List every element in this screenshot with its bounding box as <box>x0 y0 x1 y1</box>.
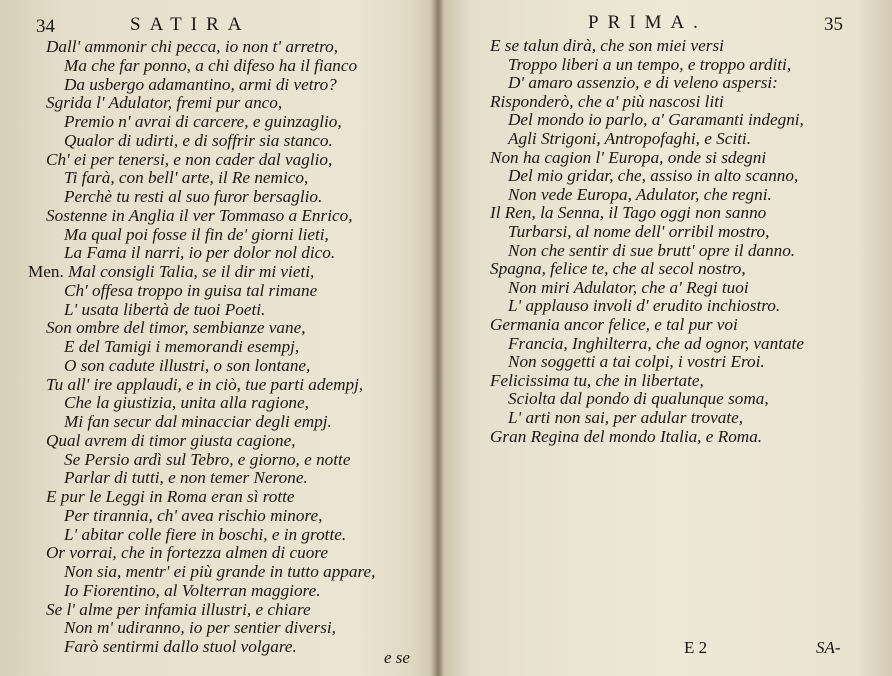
verse-line <box>508 352 765 372</box>
verse-text: Dall' ammonir chi pecca, io non t' arretro, <box>46 37 339 56</box>
verse-line <box>64 112 342 132</box>
left-page <box>0 0 436 676</box>
verse-text: Che la giustizia, unita alla ragione, <box>64 393 309 413</box>
verse-line <box>64 581 321 601</box>
catchword: SA- <box>816 638 841 657</box>
verse-text: Mi fan secur dal minacciar degli empj. <box>64 412 332 431</box>
verse-line <box>490 203 766 223</box>
verse-text: Qual avrem di timor giusta cagione, <box>46 430 296 450</box>
verse-line <box>64 506 322 526</box>
verse-line <box>508 334 804 354</box>
verse-text: Risponderò, che a' più nascosi liti <box>490 91 724 111</box>
speaker-label: Men. <box>28 262 69 281</box>
verse-text: Ch' ei per tenersi, e non cader dal vaglio, <box>46 149 333 169</box>
verse-line <box>490 36 724 56</box>
verse-line <box>490 92 724 112</box>
verse-line <box>508 241 795 261</box>
verse-text: L' abitar colle fiere in boschi, e in grotte. <box>64 524 347 544</box>
verse-text: Non soggetti a tai colpi, i vostri Eroi. <box>508 352 765 372</box>
verse-line <box>64 225 329 245</box>
verse-text: Se Persio ardì sul Tebro, e giorno, e notte <box>64 449 351 469</box>
right-page <box>440 0 892 676</box>
verse-line <box>490 148 766 168</box>
verse-line <box>508 55 791 75</box>
verse-line <box>64 562 375 582</box>
verse-line <box>64 56 357 76</box>
verse-line <box>46 37 338 57</box>
verse-text: Gran Regina del mondo Italia, e Roma. <box>490 426 763 446</box>
verse-line <box>508 278 749 298</box>
running-head: SATIRA <box>130 14 251 35</box>
verse-line <box>64 412 332 432</box>
verse-line <box>508 222 769 242</box>
verse-text: Felicissima tu, che in libertate, <box>490 370 704 390</box>
verse-text: Spagna, felice te, che al secol nostro, <box>490 259 746 279</box>
verse-text: Io Fiorentino, al Volterran maggiore. <box>64 580 321 600</box>
verse-line <box>490 427 762 447</box>
verse-line <box>64 131 333 151</box>
verse-line <box>46 206 353 226</box>
verse-text: Parlar di tutti, e non temer Nerone. <box>64 468 308 488</box>
verse-line <box>64 468 308 488</box>
verse-line <box>508 296 780 316</box>
verse-text: E del Tamigi i memorandi esempj, <box>64 337 300 356</box>
verse-line <box>64 337 299 357</box>
verse-line <box>64 637 297 657</box>
verse-line <box>64 393 309 413</box>
verse-text: Premio n' avrai di carcere, e guinzaglio, <box>64 112 342 131</box>
verse-line <box>46 318 306 338</box>
verse-text: Ch' offesa troppo in guisa tal rimane <box>64 280 318 300</box>
verse-text: Il Ren, la Senna, il Tago oggi non sanno <box>490 203 767 223</box>
verse-text: Non m' udiranno, io per sentier diversi, <box>64 618 336 638</box>
verse-text: Farò sentirmi dallo stuol volgare. <box>64 637 297 656</box>
verse-text: Sciolta dal pondo di qualunque soma, <box>508 389 769 409</box>
verse-text: Perchè tu resti al suo furor bersaglio. <box>64 187 323 206</box>
verse-line <box>46 600 311 620</box>
verse-text: Per tirannia, ch' avea rischio minore, <box>64 505 323 525</box>
verse-line <box>64 525 346 545</box>
verse-line <box>46 543 328 563</box>
verse-line <box>490 371 704 391</box>
verse-text: O son cadute illustri, o son lontane, <box>64 355 311 375</box>
verse-text: Ma qual poi fosse il fin de' giorni lieti, <box>64 224 329 244</box>
verse-line <box>28 262 314 282</box>
verse-text: D' amaro assenzio, e di veleno aspersi: <box>508 73 778 93</box>
page-number: 35 <box>824 14 843 35</box>
verse-text: La Fama il narri, io per dolor nol dico. <box>64 243 336 263</box>
verse-text: Francia, Inghilterra, che ad ognor, vantate <box>508 333 804 353</box>
verse-line <box>508 408 743 428</box>
verse-text: Germania ancor felice, e tal pur voi <box>490 315 738 334</box>
verse-text: Or vorrai, che in fortezza almen di cuore <box>46 543 328 563</box>
verse-text: Sostenne in Anglia il ver Tommaso a Enrico, <box>46 205 353 225</box>
verse-line <box>46 93 282 113</box>
running-head: PRIMA. <box>588 12 707 33</box>
verse-line <box>64 187 322 207</box>
verse-text: Non che sentir di sue brutt' opre il danno. <box>508 240 796 260</box>
verse-text: Del mio gridar, che, assiso in alto scanno, <box>508 166 799 186</box>
verse-line <box>46 375 363 395</box>
verse-line <box>64 243 335 263</box>
verse-line <box>64 356 310 376</box>
verse-line <box>508 110 804 130</box>
verse-line <box>64 75 337 95</box>
verse-text: Non miri Adulator, che a' Regi tuoi <box>508 277 749 297</box>
verse-text: Troppo liberi a un tempo, e troppo arditi, <box>508 54 792 74</box>
verse-text: L' usata libertà de tuoi Poeti. <box>64 299 266 319</box>
verse-line <box>64 618 336 638</box>
verse-text: Son ombre del timor, sembianze vane, <box>46 318 306 338</box>
verse-text: Mal consigli Talia, se il dir mi vieti, <box>68 262 315 281</box>
signature-mark: E 2 <box>684 638 708 657</box>
verse-line <box>508 73 778 93</box>
verse-text: Non ha cagion l' Europa, onde si sdegni <box>490 147 767 167</box>
verse-line <box>490 259 746 279</box>
verse-text: Se l' alme per infamia illustri, e chiare <box>46 599 311 619</box>
verse-line <box>508 185 772 205</box>
verse-text: E pur le Leggi in Roma eran sì rotte <box>46 487 295 506</box>
verse-text: L' applauso involi d' erudito inchiostro. <box>508 296 781 316</box>
verse-text: L' arti non sai, per adular trovate, <box>508 408 744 427</box>
verse-line <box>508 129 751 149</box>
verse-text: Del mondo io parlo, a' Garamanti indegni, <box>508 110 804 130</box>
verse-text: Sgrida l' Adulator, fremi pur anco, <box>46 93 283 113</box>
verse-line <box>490 315 738 335</box>
verse-line <box>46 431 296 451</box>
catchword: e se <box>384 648 410 667</box>
verse-line <box>508 166 798 186</box>
verse-text: Non sia, mentr' ei più grande in tutto appare, <box>64 562 376 581</box>
verse-line <box>64 281 317 301</box>
verse-text: Qualor di udirti, e di soffrir sia stanco. <box>64 130 333 150</box>
verse-line <box>46 487 295 507</box>
verse-text: Agli Strigoni, Antropofaghi, e Sciti. <box>508 129 752 148</box>
verse-text: Ma che far ponno, a chi difeso ha il fianco <box>64 55 358 75</box>
verse-line <box>508 389 769 409</box>
verse-text: Da usbergo adamantino, armi di vetro? <box>64 74 337 94</box>
verse-line <box>64 450 350 470</box>
verse-text: Ti farà, con bell' arte, il Re nemico, <box>64 168 309 188</box>
verse-line <box>64 300 265 320</box>
verse-text: Turbarsi, al nome dell' orribil mostro, <box>508 222 770 241</box>
verse-text: E se talun dirà, che son miei versi <box>490 36 724 55</box>
verse-text: Non vede Europa, Adulator, che regni. <box>508 184 772 204</box>
verse-line <box>64 168 308 188</box>
verse-line <box>46 150 332 170</box>
page-number: 34 <box>36 16 55 37</box>
verse-text: Tu all' ire applaudi, e in ciò, tue parti adempj, <box>46 374 364 394</box>
